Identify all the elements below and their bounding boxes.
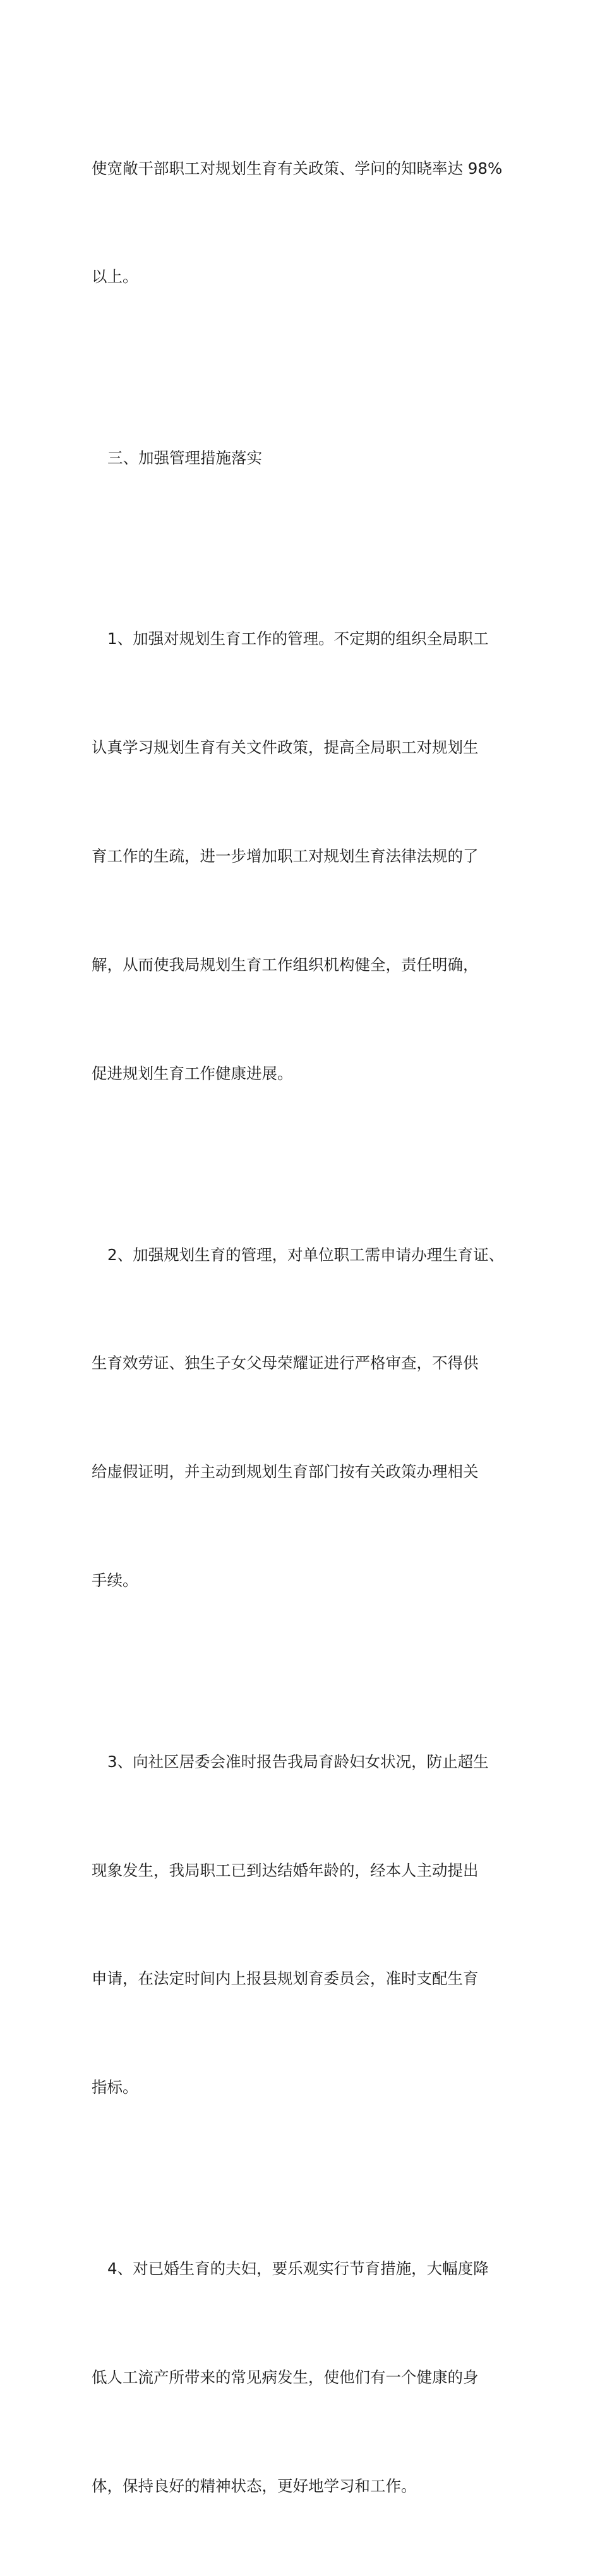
text-line: 4、对已婚生育的夫妇，要乐观实行节育措施，大幅度降: [107, 2259, 489, 2278]
text-line: 1、加强对规划生育工作的管理。不定期的组织全局职工: [107, 629, 489, 648]
paragraph-item-4: [92, 2178, 527, 2576]
text-line: 育工作的生疏，进一步增加职工对规划生育法律法规的了: [92, 847, 479, 866]
text-line: 申请，在法定时间内上报县规划育委员会，准时支配生育: [92, 1969, 479, 1988]
text-line: 解，从而使我局规划生育工作组织机构健全，责任明确，: [92, 956, 479, 975]
text-line: 体，保持良好的精神状态，更好地学习和工作。: [92, 2476, 417, 2495]
text-line: 使宽敞干部职工对规划生育有关政策、学问的知晓率达 98%: [92, 159, 503, 178]
paragraph-item-1: [92, 549, 527, 1164]
text-line: 指标。: [92, 2078, 138, 2097]
text-line: 现象发生，我局职工已到达结婚年龄的，经本人主动提出: [92, 1861, 479, 1880]
text-line: 2、加强规划生育的管理，对单位职工需申请办理生育证、: [107, 1245, 505, 1264]
text-line: 促进规划生育工作健康进展。: [92, 1064, 293, 1083]
heading-line: 三、加强管理措施落实: [107, 448, 262, 467]
text-line: 3、向社区居委会准时报告我局育龄妇女状况，防止超生: [107, 1752, 489, 1771]
paragraph-item-3: [92, 1671, 527, 2178]
text-line: 以上。: [92, 267, 138, 286]
section-heading-3: [92, 367, 527, 548]
text-line: 生育效劳证、独生子女父母荣耀证进行严格审查，不得供: [92, 1354, 479, 1373]
text-line: 给虚假证明，并主动到规划生育部门按有关政策办理相关: [92, 1462, 479, 1481]
text-line: 手续。: [92, 1571, 138, 1590]
document-body: [92, 78, 527, 2576]
text-line: 低人工流产所带来的常见病发生，使他们有一个健康的身: [92, 2367, 479, 2386]
paragraph-item-2: [92, 1164, 527, 1671]
text-line: 认真学习规划生育有关文件政策，提高全局职工对规划生: [92, 738, 479, 757]
paragraph-intro-continuation: [92, 78, 527, 367]
